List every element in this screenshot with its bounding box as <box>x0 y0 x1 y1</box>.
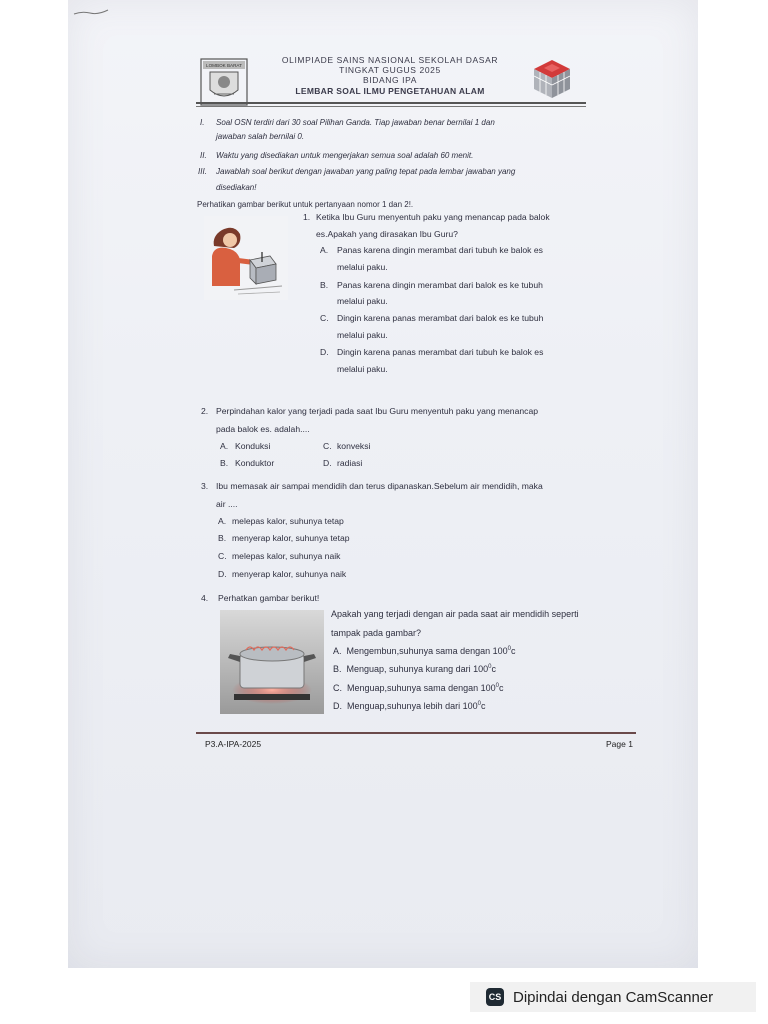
header-line-4: LEMBAR SOAL ILMU PENGETAHUAN ALAM <box>295 86 485 96</box>
option-label: C. <box>323 441 332 451</box>
instruction-num: II. <box>200 151 207 160</box>
camscanner-watermark <box>470 982 756 1012</box>
option-text-cont: melalui paku. <box>337 262 388 272</box>
header-rule-thin <box>196 106 586 107</box>
footer-page: Page 1 <box>606 739 633 749</box>
option-label: D. <box>218 569 227 579</box>
question-text: Ketika Ibu Guru menyentuh paku yang menancap pada balok <box>316 212 550 222</box>
option-text-cont: melalui paku. <box>337 296 388 306</box>
question-text: Perpindahan kalor yang terjadi pada saat Ibu Guru menyentuh paku yang menancap <box>216 406 539 416</box>
footer-rule <box>196 732 636 734</box>
option-text: Panas karena dingin merambat dari tubuh ke balok es <box>337 245 543 255</box>
question-number: 4. <box>201 593 209 603</box>
option-text: melepas kalor, suhunya naik <box>232 551 341 561</box>
instruction-text: Jawablah soal berikut dengan jawaban yang paling tepat pada lembar jawaban yang <box>216 167 516 176</box>
option-q4-d <box>333 701 485 711</box>
question-number: 3. <box>201 481 209 491</box>
question-text: Ibu memasak air sampai mendidih dan terus dipanaskan.Sebelum air mendidih, maka <box>216 481 543 491</box>
option-unit: c <box>480 701 486 711</box>
option-unit: c <box>511 646 516 656</box>
instruction-num: I. <box>200 118 205 127</box>
regency-logo <box>200 58 248 106</box>
option-label: A. <box>220 441 229 451</box>
question-number: 2. <box>201 406 209 416</box>
option-text-cont: melalui paku. <box>337 330 388 340</box>
question-number: 1. <box>303 212 311 222</box>
option-unit: c <box>498 683 504 693</box>
option-text: Dingin karena panas merambat dari balok es ke tubuh <box>337 313 544 323</box>
osn-cube-logo <box>530 58 574 100</box>
option-text: melepas kalor, suhunya tetap <box>232 516 344 526</box>
boiling-pot-photo <box>220 610 324 714</box>
option-label: B. <box>320 280 329 290</box>
header-line-2: TINGKAT GUGUS 2025 <box>339 65 441 75</box>
option-text: konveksi <box>337 441 371 451</box>
instruction-text-cont: disediakan! <box>216 183 257 192</box>
question-text-cont: air .... <box>216 499 238 509</box>
intro-text: Perhatikan gambar berikut untuk pertanyaan nomor 1 dan 2!. <box>197 200 414 209</box>
option-text: menyerap kalor, suhunya naik <box>232 569 347 579</box>
option-text: Menguap, suhunya kurang dari 100 <box>346 664 489 674</box>
option-label: A. <box>218 516 227 526</box>
option-label: C. <box>320 313 329 323</box>
option-label: C. <box>218 551 227 561</box>
footer-code: P3.A-IPA-2025 <box>205 739 262 749</box>
degree-sign: 0 <box>477 701 481 707</box>
option-label: D. <box>320 347 329 357</box>
question-text: Apakah yang terjadi dengan air pada saat air mendidih seperti <box>331 609 579 619</box>
option-text: Konduktor <box>235 458 275 468</box>
option-q4-a <box>333 646 516 656</box>
option-text: Menguap,suhunya sama dengan 100 <box>347 683 496 693</box>
option-text: Mengembun,suhunya sama dengan 100 <box>346 646 508 656</box>
degree-sign: 0 <box>488 664 492 670</box>
instruction-text-cont: jawaban salah bernilai 0. <box>216 132 305 141</box>
option-label: A. <box>320 245 329 255</box>
instruction-num: III. <box>198 167 207 176</box>
option-text: Panas karena dingin merambat dari balok es ke tubuh <box>337 280 543 290</box>
degree-sign: 0 <box>507 646 511 652</box>
degree-sign: 0 <box>495 683 499 689</box>
question-text-cont: pada balok es. adalah.... <box>216 424 310 434</box>
header-rule-thick <box>196 102 586 104</box>
option-text: Dingin karena panas merambat dari tubuh ke balok es <box>337 347 544 357</box>
option-label: B. <box>220 458 229 468</box>
option-q4-c <box>333 683 503 693</box>
question-text: Perhatkan gambar berikut! <box>218 593 320 603</box>
option-text: Konduksi <box>235 441 271 451</box>
option-label: B. <box>218 533 227 543</box>
header-line-1: OLIMPIADE SAINS NASIONAL SEKOLAH DASAR <box>281 55 499 65</box>
option-text-cont: melalui paku. <box>337 364 388 374</box>
option-text: menyerap kalor, suhunya tetap <box>232 533 350 543</box>
pen-mark <box>72 8 110 16</box>
camscanner-icon: CS <box>486 988 504 1006</box>
option-unit: c <box>491 664 496 674</box>
option-label: D. <box>333 701 342 711</box>
option-text: radiasi <box>337 458 363 468</box>
option-label: A. <box>333 646 342 656</box>
question-text-cont: tampak pada gambar? <box>331 628 422 638</box>
question-text-cont: es.Apakah yang dirasakan Ibu Guru? <box>316 229 458 239</box>
option-q4-b <box>333 664 496 674</box>
logo-caption: LOMBOK BARAT <box>206 63 242 68</box>
header-line-3: BIDANG IPA <box>362 75 418 85</box>
option-label: C. <box>333 683 342 693</box>
camscanner-text: Dipindai dengan CamScanner <box>513 988 714 1006</box>
option-label: B. <box>333 664 342 674</box>
option-text: Menguap,suhunya lebih dari 100 <box>347 701 478 711</box>
teacher-touching-ice-illustration <box>204 216 288 300</box>
instruction-text: Soal OSN terdiri dari 30 soal Pilihan Ganda. Tiap jawaban benar bernilai 1 dan <box>216 118 495 127</box>
instruction-text: Waktu yang disediakan untuk mengerjakan semua soal adalah 60 menit. <box>216 151 474 160</box>
option-label: D. <box>323 458 332 468</box>
